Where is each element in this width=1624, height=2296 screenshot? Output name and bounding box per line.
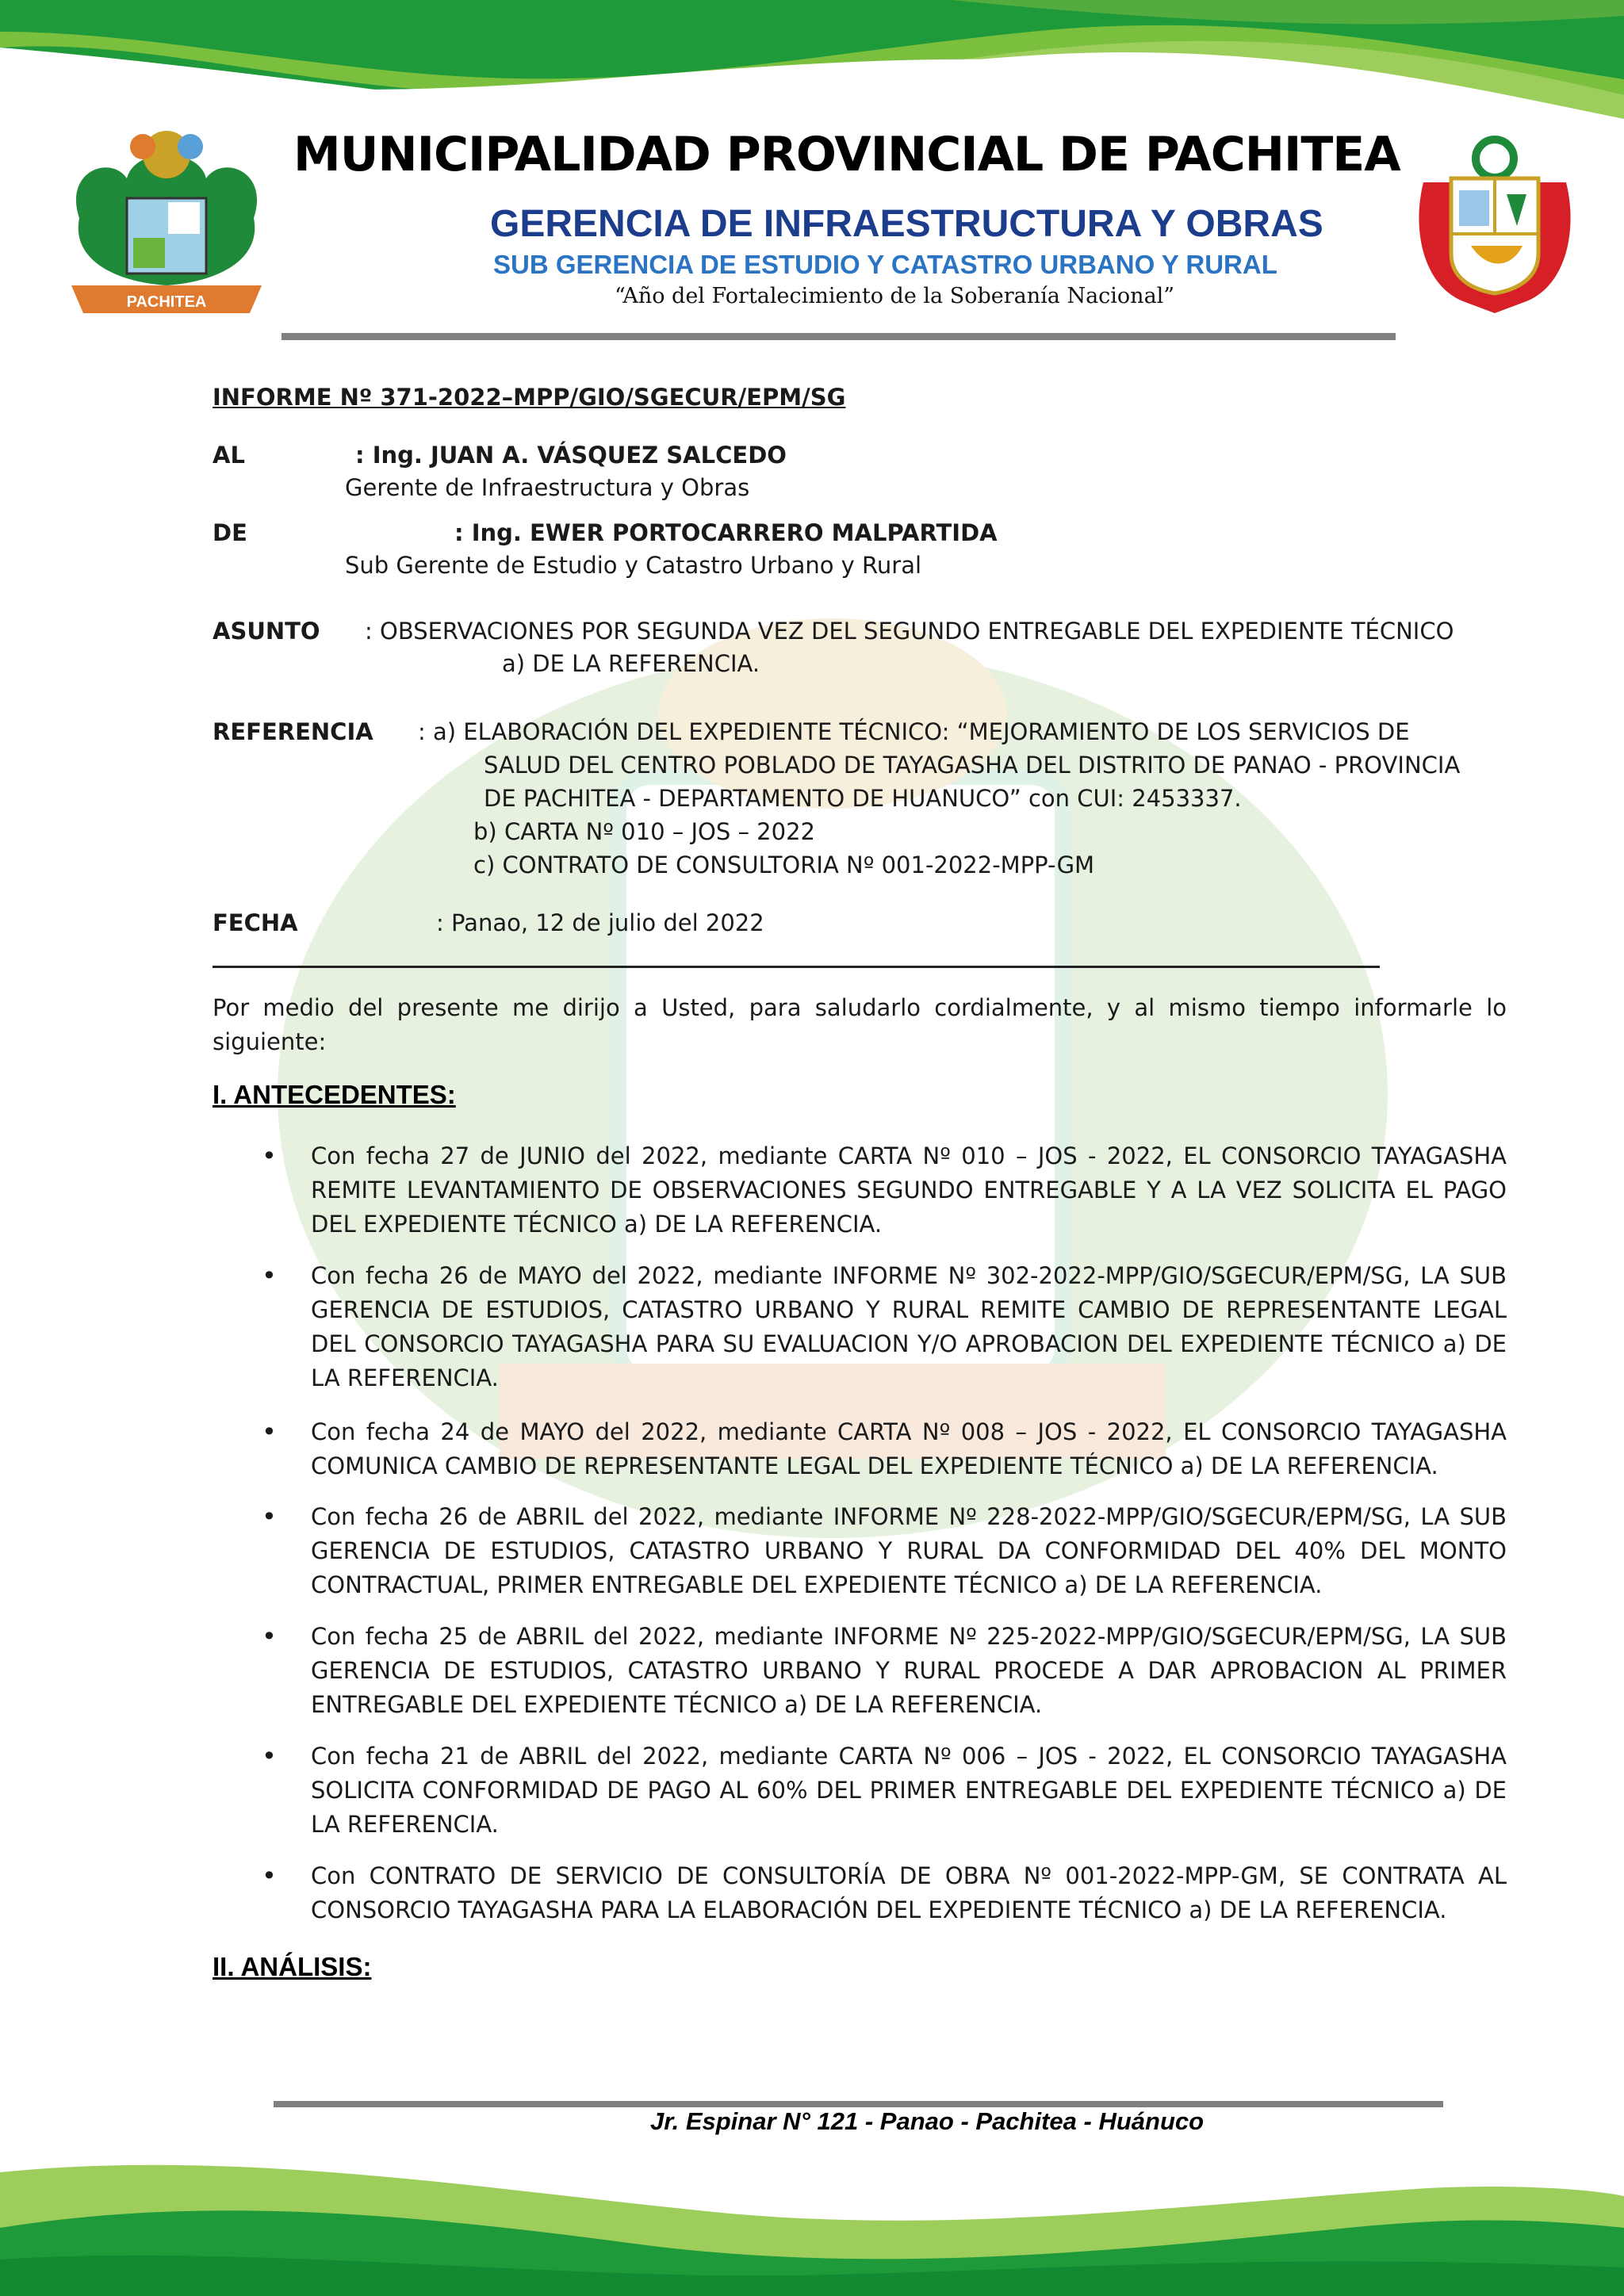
bottom-wave-banner: [0, 2141, 1624, 2296]
subject-line2: a) DE LA REFERENCIA.: [502, 650, 760, 677]
antecedent-item: Con fecha 26 de MAYO del 2022, mediante INFORME Nº 302-2022-MPP/GIO/SGECUR/EPM/SG, LA SUB GERENCIA DE ESTUDIOS, CATASTRO URBANO Y RURAL REMITE CAMBIO DE REPRESENTANTE LEGAL DEL CONSORCIO TAYAGASHA PARA SU EVALUACION Y/O APROBACION DEL EXPEDIENTE TÉCNICO a) DE LA REFERENCIA.: [311, 1262, 1507, 1391]
sub-department-title: SUB GERENCIA DE ESTUDIO Y CATASTRO URBANO Y RURAL: [493, 250, 1277, 279]
antecedent-item: Con fecha 26 de ABRIL del 2022, mediante INFORME Nº 228-2022-MPP/GIO/SGECUR/EPM/SG, LA SUB GERENCIA DE ESTUDIOS, CATASTRO URBANO Y RURAL DA CONFORMIDAD DEL 40% DEL MONTO CONTRACTUAL, PRIMER ENTREGABLE DEL EXPEDIENTE TÉCNICO a) DE LA REFERENCIA.: [311, 1503, 1507, 1598]
to-title: Gerente de Infraestructura y Obras: [345, 474, 750, 501]
reference-b: b) CARTA Nº 010 – JOS – 2022: [473, 818, 815, 845]
section-analisis-title: II. ANÁLISIS:: [213, 1952, 372, 1981]
reference-label: REFERENCIA: [213, 718, 373, 745]
bullet-icon: •: [262, 1861, 277, 1891]
crest-banner-text: PACHITEA: [126, 293, 207, 311]
intro-paragraph: Por medio del presente me dirijo a Usted, para saludarlo cordialmente, y al mismo tiempo informarle lo siguiente:: [213, 994, 1507, 1055]
reference-a-line3: DE PACHITEA - DEPARTAMENTO DE HUANUCO” con CUI: 2453337.: [484, 785, 1242, 812]
memo-divider: [213, 966, 1380, 968]
bullet-icon: •: [262, 1621, 277, 1651]
date-label: FECHA: [213, 909, 298, 936]
memo-number: INFORME Nº 371-2022–MPP/GIO/SGECUR/EPM/SG: [213, 384, 846, 411]
from-name: : Ing. EWER PORTOCARRERO MALPARTIDA: [454, 519, 998, 546]
municipal-crest-logo: [63, 123, 270, 321]
bullet-icon: •: [262, 1141, 277, 1171]
bullet-icon: •: [262, 1261, 277, 1291]
date-value: : Panao, 12 de julio del 2022: [436, 909, 764, 936]
antecedent-item: Con fecha 27 de JUNIO del 2022, mediante CARTA Nº 010 – JOS - 2022, EL CONSORCIO TAYAGASHA REMITE LEVANTAMIENTO DE OBSERVACIONES SEGUNDO ENTREGABLE Y A LA VEZ SOLICITA EL PAGO DEL EXPEDIENTE TÉCNICO a) DE LA REFERENCIA.: [311, 1142, 1507, 1238]
reference-a-line1: : a) ELABORACIÓN DEL EXPEDIENTE TÉCNICO: “MEJORAMIENTO DE LOS SERVICIOS DE: [418, 718, 1410, 745]
from-label: DE: [213, 519, 247, 546]
antecedent-item: Con CONTRATO DE SERVICIO DE CONSULTORÍA DE OBRA Nº 001-2022-MPP-GM, SE CONTRATA AL CONSORCIO TAYAGASHA PARA LA ELABORACIÓN DEL EXPEDIENTE TÉCNICO a) DE LA REFERENCIA.: [311, 1862, 1507, 1923]
antecedent-item: Con fecha 21 de ABRIL del 2022, mediante CARTA Nº 006 – JOS - 2022, EL CONSORCIO TAYAGASHA SOLICITA CONFORMIDAD DE PAGO AL 60% DEL PRIMER ENTREGABLE DEL EXPEDIENTE TÉCNICO a) DE LA REFERENCIA.: [311, 1743, 1507, 1838]
national-coat-of-arms: [1415, 135, 1574, 313]
year-motto: “Año del Fortalecimiento de la Soberanía Nacional”: [615, 284, 1175, 308]
footer-divider: [274, 2101, 1443, 2107]
bullet-icon: •: [262, 1502, 277, 1532]
municipality-title: MUNICIPALIDAD PROVINCIAL DE PACHITEA: [293, 127, 1400, 182]
department-title: GERENCIA DE INFRAESTRUCTURA Y OBRAS: [490, 203, 1323, 245]
subject-line1: : OBSERVACIONES POR SEGUNDA VEZ DEL SEGUNDO ENTREGABLE DEL EXPEDIENTE TÉCNICO: [365, 618, 1454, 645]
to-name: : Ing. JUAN A. VÁSQUEZ SALCEDO: [355, 442, 787, 469]
bullet-icon: •: [262, 1417, 277, 1447]
footer-address: Jr. Espinar N° 121 - Panao - Pachitea - Huánuco: [650, 2107, 1205, 2135]
to-label: AL: [213, 442, 245, 469]
antecedent-item: Con fecha 25 de ABRIL del 2022, mediante INFORME Nº 225-2022-MPP/GIO/SGECUR/EPM/SG, LA SUB GERENCIA DE ESTUDIOS, CATASTRO URBANO Y RURAL PROCEDE A DAR APROBACION AL PRIMER ENTREGABLE DEL EXPEDIENTE TÉCNICO a) DE LA REFERENCIA.: [311, 1623, 1507, 1718]
antecedent-item: Con fecha 24 de MAYO del 2022, mediante CARTA Nº 008 – JOS - 2022, EL CONSORCIO TAYAGASHA COMUNICA CAMBIO DE REPRESENTANTE LEGAL DEL EXPEDIENTE TÉCNICO a) DE LA REFERENCIA.: [311, 1418, 1507, 1479]
subject-label: ASUNTO: [213, 618, 320, 645]
section-antecedentes-title: I. ANTECEDENTES:: [213, 1080, 456, 1109]
header-divider: [282, 333, 1396, 340]
reference-a-line2: SALUD DEL CENTRO POBLADO DE TAYAGASHA DEL DISTRITO DE PANAO - PROVINCIA: [484, 752, 1461, 779]
bullet-icon: •: [262, 1741, 277, 1771]
from-title: Sub Gerente de Estudio y Catastro Urbano y Rural: [345, 552, 922, 579]
reference-c: c) CONTRATO DE CONSULTORIA Nº 001-2022-MPP-GM: [473, 851, 1095, 878]
